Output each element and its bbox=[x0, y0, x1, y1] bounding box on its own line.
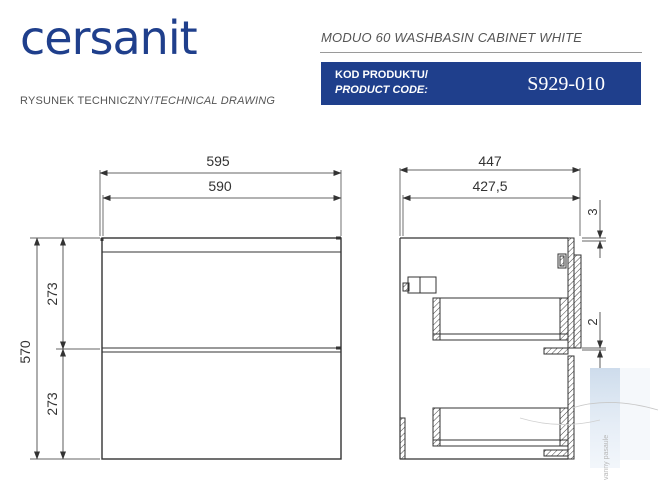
code-label-en: PRODUCT CODE: bbox=[335, 84, 428, 96]
dim-273-lower: 273 bbox=[44, 392, 60, 416]
dim-3: 3 bbox=[585, 208, 600, 216]
front-view bbox=[30, 170, 341, 459]
dim-595: 595 bbox=[206, 153, 230, 169]
dim-273-upper: 273 bbox=[44, 282, 60, 306]
watermark bbox=[520, 368, 658, 480]
subtitle-pl: RYSUNEK TECHNICZNY/ bbox=[20, 95, 154, 107]
dim-427-5: 427,5 bbox=[472, 178, 508, 194]
dim-2: 2 bbox=[585, 318, 600, 326]
product-title: MODUO 60 WASHBASIN CABINET WHITE bbox=[321, 30, 583, 45]
dim-590: 590 bbox=[208, 178, 232, 194]
subtitle-en: TECHNICAL DRAWING bbox=[153, 95, 276, 107]
watermark-text: vanny pasaule bbox=[603, 434, 610, 480]
dim-447: 447 bbox=[478, 153, 502, 169]
side-view bbox=[400, 168, 606, 459]
dim-570: 570 bbox=[17, 340, 33, 364]
code-label-pl: KOD PRODUKTU/ bbox=[335, 69, 428, 81]
product-code-value: S929-010 bbox=[527, 73, 605, 95]
cersanit-logo: cersanit bbox=[20, 11, 197, 65]
